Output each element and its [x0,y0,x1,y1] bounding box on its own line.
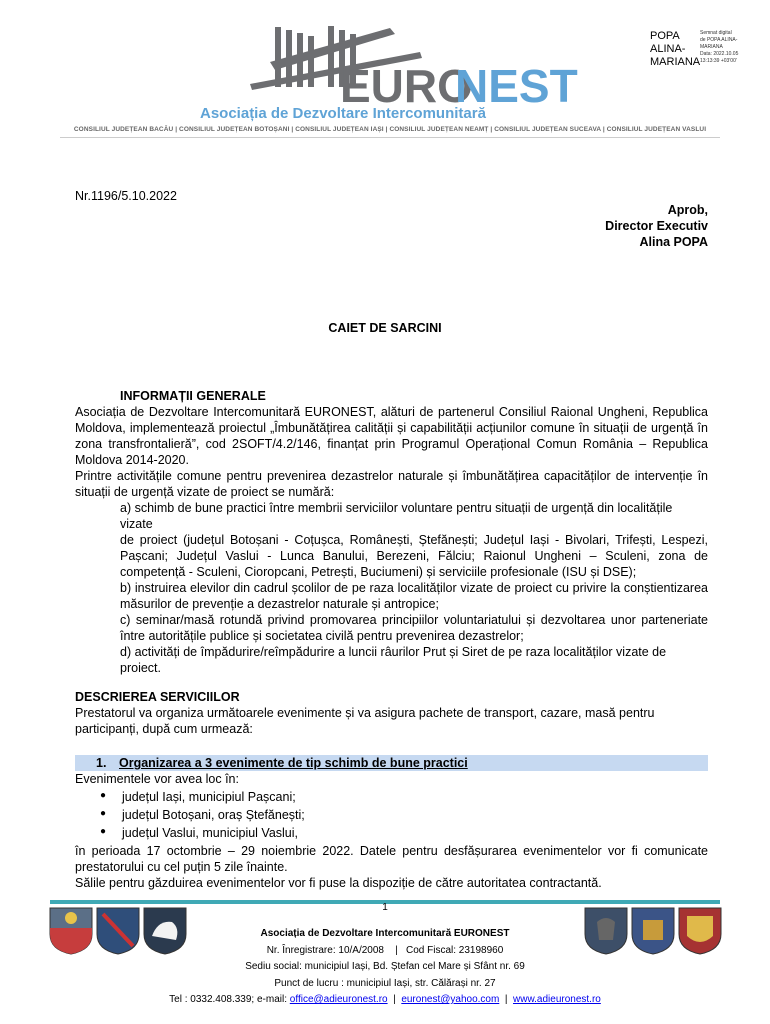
registration-number: Nr.1196/5.10.2022 [75,189,177,203]
signature-detail-line: 13:13:39 +03'00' [700,58,737,64]
yahoo-email-link[interactable]: euronest@yahoo.com [401,994,500,1005]
signature-name-line: POPA [650,30,680,42]
footer-block [0,926,770,1009]
paragraph-line: Moldova, implementează proiectul „Îmbunătățirea calității și capabilității acțiunilor comune în situații de urgență în [75,421,708,435]
section-general-info-title: INFORMAȚII GENERALE [120,389,266,403]
paragraph-line: Moldova 2014-2020. [75,453,189,467]
footer-registration: Nr. Înregistrare: 10/A/2008 | Cod Fiscal: 23198960 [266,944,504,956]
digital-signature-name [650,30,700,69]
list-item: de proiect (județul Botoșani - Coțușca, Românești, Ștefănești; Județul Iași - Bivolari, Trifești, Lespezi, [120,533,708,547]
footer-registered-office: Sediu social: municipiul Iași, Bd. Ștefan cel Mare și Sfânt nr. 69 [245,961,525,972]
approval-block [605,202,708,250]
paragraph-line: situații de urgență vizate de proiect se numără: [75,485,335,499]
paragraph-line: Asociația de Dezvoltare Intercomunitară EURONEST, alături de partenerul Consiliul Raional Ungheni, Republica [75,405,708,419]
separator: | [499,994,514,1005]
list-item: județul Botoșani, oraș Ștefănești; [122,808,305,822]
page-number: 1 [382,902,388,913]
list-item: competență - Sculeni, Cioropcani, Petrești, Buciumeni) și serviciile profesionale (ISU și DSE); [120,565,637,579]
list-item: b) instruirea elevilor din cadrul școlilor de pe raza localităților vizate de proiect cu privire la conștientizarea [120,581,708,595]
events-intro: Evenimentele vor avea loc în: [75,772,239,786]
signature-detail-line: MARIANA [700,44,723,50]
county-councils-line: CONSILIUL JUDEȚEAN BACĂU | CONSILIUL JUDEȚEAN BOTOȘANI | CONSILIUL JUDEȚEAN IAȘI | CONSILIUL JUDEȚEAN NEAMȚ | CONSILIUL JUDEȚEAN SUCEAVA | CONSILIUL JUDEȚEAN VASLUI [73,126,707,133]
logo-nest-text: NEST [455,60,578,112]
bullet-icon: ● [100,808,107,819]
activities-list [120,500,708,676]
paragraph-line: în perioada 17 octombrie – 29 noiembrie 2022. Datele pentru desfășurarea evenimentelor vor fi comunicate [75,844,708,858]
website-link[interactable]: www.adieuronest.ro [513,994,601,1005]
paragraph-line: Printre activitățile comune pentru prevenirea dezastrelor naturale și îmbunătățirea capacităților de intervenție în [75,469,708,483]
logo-euro-text: EURO [340,60,473,112]
events-period [75,843,708,891]
footer-org-name: Asociația de Dezvoltare Intercomunitară EURONEST [260,928,510,939]
section-general-info-body [75,404,708,500]
signature-detail-line: Semnat digital [700,30,732,36]
signature-name-line: MARIANA [650,56,701,68]
bullet-icon: ● [100,826,107,837]
list-item: d) activități de împădurire/reîmpădurire a luncii râurilor Prut și Siret de pe raza localităților vizate de proiect. [120,645,667,675]
section-services-body [75,705,695,737]
footer-contact-line [0,992,770,1009]
document-title: CAIET DE SARCINI [328,321,442,335]
euronest-logo [190,22,610,122]
subsection-number: 1. [96,756,107,770]
paragraph-line: Sălile pentru găzduirea evenimentelor vor fi puse la dispoziție de către autoritatea contractantă. [75,876,602,890]
list-item: între autoritățile publice și societatea civilă pentru prevenirea dezastrelor; [120,629,524,643]
footer-work-office: Punct de lucru : municipiul Iași, str. Călărași nr. 27 [274,977,496,989]
bullet-icon: ● [100,790,107,801]
digital-signature-details [700,30,768,65]
office-email-link[interactable]: office@adieuronest.ro [289,994,388,1005]
approval-line: Director Executiv [605,219,708,233]
list-item: măsurilor de prevenție a dezastrelor naturale și antropice; [120,597,439,611]
list-item: c) seminar/masă rotundă privind promovarea principiilor voluntariatului și dezvoltarea unor parteneriate [120,613,708,627]
list-item: județul Iași, municipiul Pașcani; [122,790,296,804]
signature-detail-line: Data: 2022.10.05 [700,51,739,57]
paragraph-line: Prestatorul va organiza următoarele evenimente și va asigura pachete de transport, cazare, masă pentru [75,706,655,720]
list-item: județul Vaslui, municipiul Vaslui, [122,826,299,840]
header-divider [60,137,720,138]
approval-line: Aprob, [667,203,708,217]
signature-detail-line: de POPA ALINA- [700,37,738,43]
approval-line: Alina POPA [639,235,708,249]
separator: | [387,994,402,1005]
signature-name-line: ALINA- [650,43,686,55]
subsection-title: Organizarea a 3 evenimente de tip schimb de bune practici [119,756,468,770]
paragraph-line: prestatorului cu cel puțin 5 zile înainte. [75,860,288,874]
list-item: Pașcani; Județul Vaslui - Lunca Banului, Berezeni, Fălciu; Raionul Ungheni – Sculeni, zona de [120,549,708,563]
paragraph-line: zona transfrontalieră”, cod 2SOFT/4.2/146, finanțat prin Programul Operațional Comun România – Republica [75,437,708,451]
list-item: a) schimb de bune practici între membrii serviciilor voluntare pentru situații de urgență din localitățile vizate [120,501,673,531]
footer-phone: Tel : 0332.408.339; e-mail: [169,994,290,1005]
section-services-title: DESCRIEREA SERVICIILOR [75,690,240,704]
logo-subtitle: Asociația de Dezvoltare Intercomunitară [200,105,486,122]
paragraph-line: participanți, după cum urmează: [75,722,253,736]
